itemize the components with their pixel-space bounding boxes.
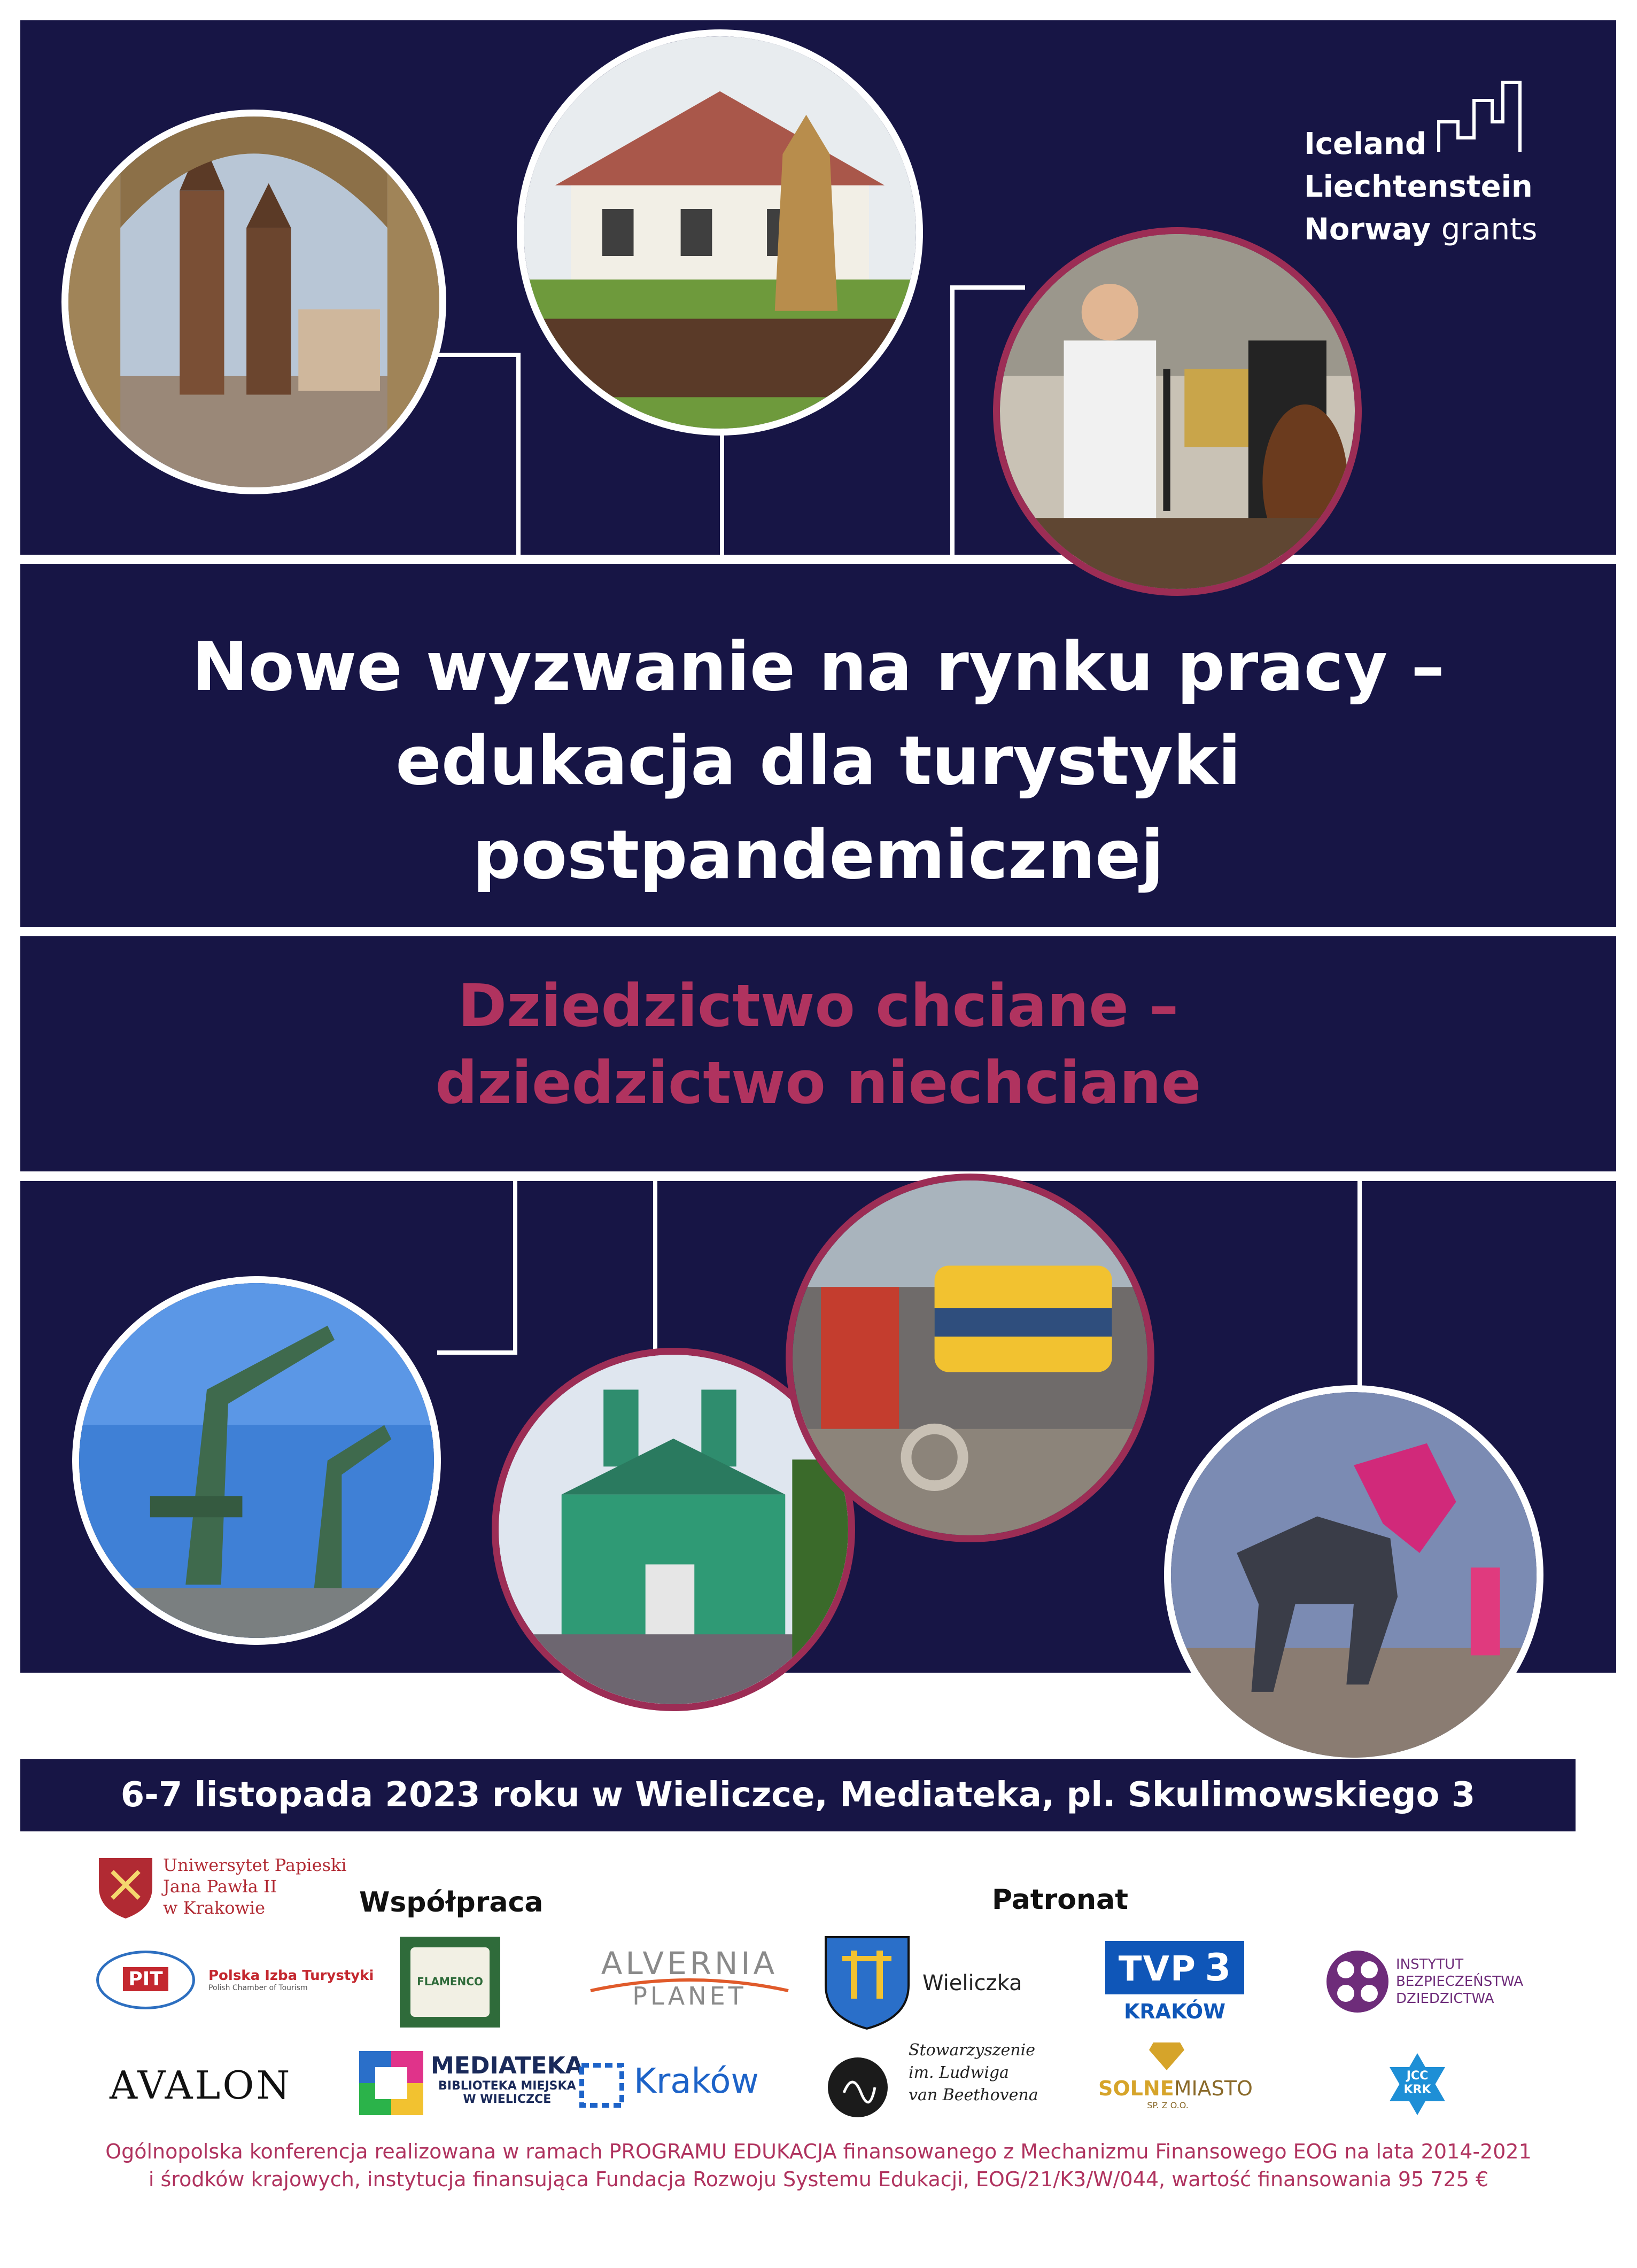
- grants-skyline-icon: [1437, 79, 1522, 154]
- heritage-institute-name: INSTYTUT BEZPIECZEŃSTWA DZIEDZICTWA: [1396, 1956, 1524, 2007]
- connector-line: [950, 285, 955, 555]
- patronage-heading: Patronat: [992, 1884, 1128, 1916]
- funding-note: [0, 2138, 1637, 2193]
- title-line-3: postpandemicznej: [472, 815, 1164, 894]
- conference-title: [20, 620, 1616, 902]
- connector-line: [513, 1181, 517, 1355]
- grants-norway: Norway grants: [1304, 212, 1538, 247]
- alvernia-planet-logo: ALVERNIA PLANET: [601, 1945, 778, 2010]
- tvp3-city: KRAKÓW: [1123, 2000, 1226, 2023]
- event-date-location: 6-7 listopada 2023 roku w Wieliczce, Mediateka, pl. Skulimowskiego 3: [20, 1759, 1576, 1831]
- pit-logo: [96, 1951, 195, 2009]
- connector-line: [950, 285, 1025, 290]
- connector-line: [516, 353, 521, 555]
- photo-shipyard-cranes: [72, 1276, 441, 1645]
- grants-liechtenstein: Liechtenstein: [1304, 169, 1533, 204]
- krakow-city-icon: [579, 2063, 624, 2108]
- connector-line: [720, 422, 724, 555]
- alvernia-arc-icon: [588, 1972, 791, 1993]
- beethoven-society-name: Stowarzyszenie im. Ludwiga van Beethovena: [909, 2041, 1038, 2104]
- tvp3-logo: TVP 3: [1105, 1941, 1244, 1994]
- photo-geometric-horse-sculpture: [1164, 1385, 1543, 1765]
- beethoven-society-icon: [826, 2055, 890, 2119]
- wieliczka-name: Wieliczka: [922, 1971, 1022, 1995]
- heritage-institute-icon: [1324, 1948, 1391, 2015]
- photo-wooden-manor: [517, 29, 923, 436]
- organizer-name: Uniwersytet Papieski Jana Pawła II w Krakowie: [163, 1855, 347, 1918]
- grants-iceland: Iceland: [1304, 127, 1426, 161]
- funding-note-line-1: Ogólnopolska konferencja realizowana w ramach PROGRAMU EDUKACJA finansowanego z Mechanizmu Finansowego EOG na lata 2014-2021: [105, 2140, 1532, 2163]
- pit-name: Polska Izba Turystyki Polish Chamber of Tourism: [208, 1968, 374, 1992]
- flamenco-logo: FLAMENCO: [400, 1937, 500, 2028]
- solne-miasto-diamond-icon: [1148, 2040, 1185, 2072]
- wieliczka-coat-of-arms-icon: [823, 1935, 911, 2031]
- subtitle-line-1: Dziedzictwo chciane –: [457, 972, 1179, 1040]
- photo-railway-museum: [786, 1174, 1154, 1542]
- solne-miasto-name: SOLNEMIASTO SP. Z O.O.: [1098, 2077, 1253, 2110]
- funding-note-line-2: i środków krajowych, instytucja finansująca Fundacja Rozwoju Systemu Edukacji, EOG/21/K3/W/044, wartość finansowania 95 725 €: [148, 2168, 1489, 2191]
- title-line-2: edukacja dla turystyki: [395, 721, 1241, 800]
- avalon-logo: AVALON: [110, 2063, 292, 2108]
- krakow-name: Kraków: [634, 2062, 759, 2101]
- photo-klezmer-musicians: [993, 227, 1362, 596]
- cooperation-heading: Współpraca: [359, 1886, 544, 1919]
- photo-krakow-basilica: [61, 110, 446, 494]
- title-line-1: Nowe wyzwanie na rynku pracy –: [191, 627, 1445, 706]
- mediateka-logo-mark: [359, 2051, 423, 2115]
- subtitle-line-2: dziedzictwo niechciane: [435, 1048, 1201, 1117]
- pit-badge: PIT: [123, 1967, 168, 1991]
- university-crest-icon: [96, 1855, 155, 1920]
- mediateka-name: MEDIATEKA BIBLIOTEKA MIEJSKA W WIELICZCE: [431, 2052, 584, 2106]
- conference-subtitle: [20, 967, 1616, 1121]
- jcc-krakow-label: JCC KRK: [1403, 2069, 1431, 2096]
- connector-line: [653, 1181, 657, 1355]
- connector-line: [437, 1350, 517, 1355]
